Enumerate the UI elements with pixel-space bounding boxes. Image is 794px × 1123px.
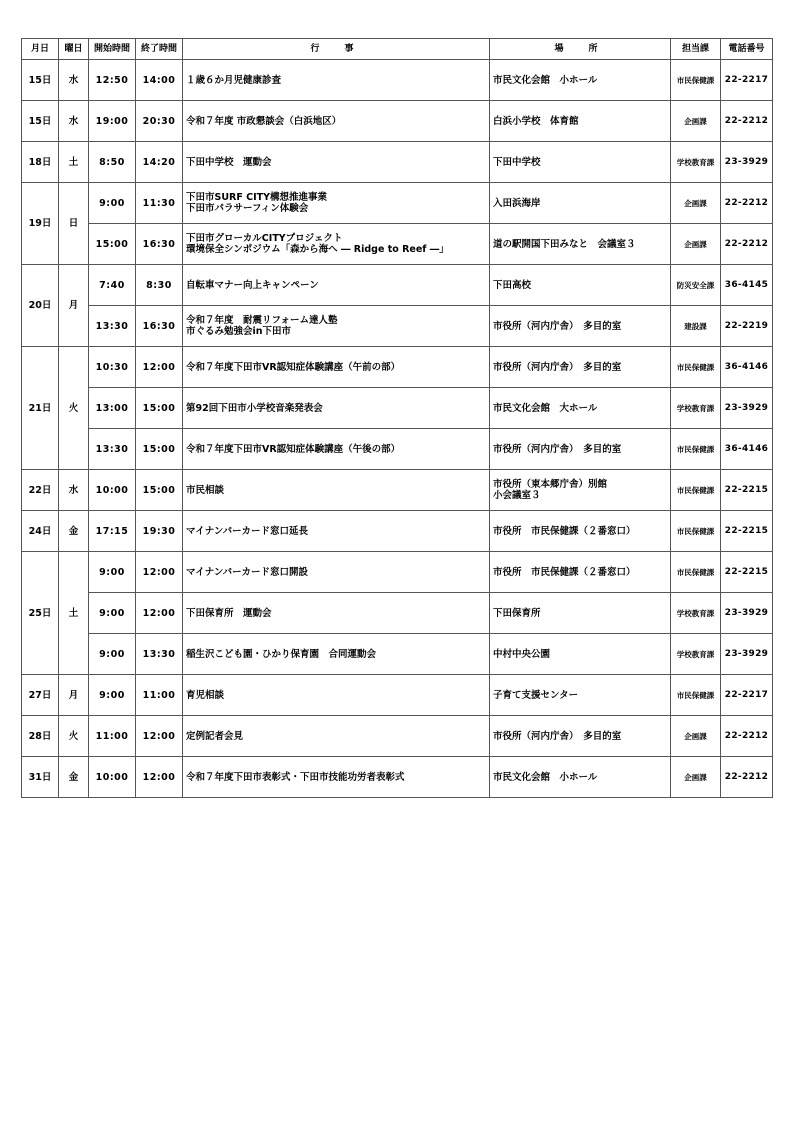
table-row	[22, 429, 773, 470]
event-cell: マイナンバーカード窓口開設	[183, 552, 490, 593]
day-cell: 15日	[22, 101, 59, 142]
weekday-cell: 金	[59, 511, 89, 552]
table-row	[22, 757, 773, 798]
dept-cell: 建設課	[671, 306, 721, 347]
tel-cell: 23-3929	[721, 388, 773, 429]
start-time-cell: 11:00	[89, 716, 136, 757]
end-time-cell: 12:00	[136, 347, 183, 388]
start-time-cell: 8:50	[89, 142, 136, 183]
header-weekday: 曜日	[59, 39, 89, 60]
dept-cell: 市民保健課	[671, 347, 721, 388]
tel-cell: 22-2212	[721, 101, 773, 142]
table-row	[22, 101, 773, 142]
tel-cell: 22-2215	[721, 552, 773, 593]
event-cell: 市民相談	[183, 470, 490, 511]
table-row	[22, 60, 773, 101]
event-cell: 令和７年度下田市表彰式・下田市技能功労者表彰式	[183, 757, 490, 798]
tel-cell: 36-4145	[721, 265, 773, 306]
dept-cell: 企画課	[671, 224, 721, 265]
start-time-cell: 10:00	[89, 757, 136, 798]
weekday-cell: 月	[59, 265, 89, 347]
event-cell: 第92回下田市小学校音楽発表会	[183, 388, 490, 429]
start-time-cell: 7:40	[89, 265, 136, 306]
place-cell: 市役所（河内庁舎） 多目的室	[490, 306, 671, 347]
table-row	[22, 593, 773, 634]
table-row	[22, 142, 773, 183]
dept-cell: 企画課	[671, 183, 721, 224]
end-time-cell: 11:30	[136, 183, 183, 224]
event-cell: 定例記者会見	[183, 716, 490, 757]
table-row	[22, 388, 773, 429]
day-cell: 25日	[22, 552, 59, 675]
end-time-cell: 13:30	[136, 634, 183, 675]
weekday-cell: 土	[59, 552, 89, 675]
end-time-cell: 14:00	[136, 60, 183, 101]
event-schedule-table	[21, 38, 773, 798]
place-cell: 市役所 市民保健課（２番窓口）	[490, 552, 671, 593]
place-cell: 下田保育所	[490, 593, 671, 634]
tel-cell: 22-2212	[721, 757, 773, 798]
header-month-day: 月日	[22, 39, 59, 60]
place-cell: 子育て支援センター	[490, 675, 671, 716]
place-cell: 入田浜海岸	[490, 183, 671, 224]
place-cell: 下田中学校	[490, 142, 671, 183]
header-start-time: 開始時間	[89, 39, 136, 60]
start-time-cell: 17:15	[89, 511, 136, 552]
event-cell: 令和７年度 耐震リフォーム達人塾 市ぐるみ勉強会in下田市	[183, 306, 490, 347]
table-row	[22, 306, 773, 347]
dept-cell: 企画課	[671, 716, 721, 757]
start-time-cell: 10:00	[89, 470, 136, 511]
header-end-time: 終了時間	[136, 39, 183, 60]
event-cell: 下田市SURF CITY構想推進事業 下田市パラサーフィン体験会	[183, 183, 490, 224]
end-time-cell: 12:00	[136, 552, 183, 593]
event-cell: 育児相談	[183, 675, 490, 716]
tel-cell: 22-2212	[721, 183, 773, 224]
header-event: 行 事	[183, 39, 490, 60]
place-cell: 白浜小学校 体育館	[490, 101, 671, 142]
dept-cell: 市民保健課	[671, 511, 721, 552]
table-row	[22, 183, 773, 224]
table-row	[22, 347, 773, 388]
day-cell: 18日	[22, 142, 59, 183]
start-time-cell: 9:00	[89, 593, 136, 634]
tel-cell: 23-3929	[721, 593, 773, 634]
tel-cell: 22-2219	[721, 306, 773, 347]
day-cell: 19日	[22, 183, 59, 265]
dept-cell: 企画課	[671, 757, 721, 798]
day-cell: 28日	[22, 716, 59, 757]
start-time-cell: 19:00	[89, 101, 136, 142]
day-cell: 24日	[22, 511, 59, 552]
day-cell: 31日	[22, 757, 59, 798]
header-dept: 担当課	[671, 39, 721, 60]
place-cell: 市役所（河内庁舎） 多目的室	[490, 716, 671, 757]
dept-cell: 市民保健課	[671, 470, 721, 511]
dept-cell: 市民保健課	[671, 552, 721, 593]
weekday-cell: 金	[59, 757, 89, 798]
dept-cell: 防災安全課	[671, 265, 721, 306]
place-cell: 道の駅開国下田みなと 会議室３	[490, 224, 671, 265]
event-cell: 自転車マナー向上キャンペーン	[183, 265, 490, 306]
weekday-cell: 水	[59, 60, 89, 101]
event-cell: １歳６か月児健康診査	[183, 60, 490, 101]
table-row	[22, 634, 773, 675]
dept-cell: 企画課	[671, 101, 721, 142]
tel-cell: 23-3929	[721, 142, 773, 183]
dept-cell: 市民保健課	[671, 675, 721, 716]
end-time-cell: 12:00	[136, 716, 183, 757]
start-time-cell: 9:00	[89, 675, 136, 716]
weekday-cell: 土	[59, 142, 89, 183]
event-cell: 令和７年度下田市VR認知症体験講座（午後の部）	[183, 429, 490, 470]
tel-cell: 36-4146	[721, 429, 773, 470]
event-cell: マイナンバーカード窓口延長	[183, 511, 490, 552]
end-time-cell: 16:30	[136, 224, 183, 265]
end-time-cell: 11:00	[136, 675, 183, 716]
day-cell: 21日	[22, 347, 59, 470]
tel-cell: 36-4146	[721, 347, 773, 388]
weekday-cell: 水	[59, 101, 89, 142]
event-cell: 下田保育所 運動会	[183, 593, 490, 634]
event-cell: 下田市グローカルCITYプロジェクト 環境保全シンポジウム「森から海へ ― Ridge to Reef ―」	[183, 224, 490, 265]
day-cell: 22日	[22, 470, 59, 511]
start-time-cell: 13:30	[89, 306, 136, 347]
end-time-cell: 19:30	[136, 511, 183, 552]
place-cell: 中村中央公園	[490, 634, 671, 675]
place-cell: 市役所（河内庁舎） 多目的室	[490, 347, 671, 388]
day-cell: 15日	[22, 60, 59, 101]
end-time-cell: 14:20	[136, 142, 183, 183]
start-time-cell: 15:00	[89, 224, 136, 265]
table-row	[22, 716, 773, 757]
place-cell: 市民文化会館 小ホール	[490, 757, 671, 798]
start-time-cell: 9:00	[89, 183, 136, 224]
place-cell: 市民文化会館 小ホール	[490, 60, 671, 101]
end-time-cell: 8:30	[136, 265, 183, 306]
end-time-cell: 15:00	[136, 388, 183, 429]
place-cell: 市役所 市民保健課（２番窓口）	[490, 511, 671, 552]
start-time-cell: 12:50	[89, 60, 136, 101]
tel-cell: 23-3929	[721, 634, 773, 675]
start-time-cell: 13:00	[89, 388, 136, 429]
tel-cell: 22-2212	[721, 716, 773, 757]
place-cell: 下田高校	[490, 265, 671, 306]
day-cell: 27日	[22, 675, 59, 716]
header-tel: 電話番号	[721, 39, 773, 60]
place-cell: 市役所（東本郷庁舎）別館 小会議室３	[490, 470, 671, 511]
end-time-cell: 15:00	[136, 470, 183, 511]
table-row	[22, 675, 773, 716]
start-time-cell: 9:00	[89, 552, 136, 593]
weekday-cell: 日	[59, 183, 89, 265]
weekday-cell: 火	[59, 347, 89, 470]
end-time-cell: 12:00	[136, 593, 183, 634]
start-time-cell: 13:30	[89, 429, 136, 470]
end-time-cell: 16:30	[136, 306, 183, 347]
table-row	[22, 511, 773, 552]
tel-cell: 22-2212	[721, 224, 773, 265]
dept-cell: 市民保健課	[671, 60, 721, 101]
tel-cell: 22-2217	[721, 675, 773, 716]
weekday-cell: 水	[59, 470, 89, 511]
table-row	[22, 552, 773, 593]
dept-cell: 学校教育課	[671, 634, 721, 675]
weekday-cell: 火	[59, 716, 89, 757]
start-time-cell: 10:30	[89, 347, 136, 388]
event-cell: 下田中学校 運動会	[183, 142, 490, 183]
event-cell: 令和７年度 市政懇談会（白浜地区）	[183, 101, 490, 142]
end-time-cell: 12:00	[136, 757, 183, 798]
dept-cell: 学校教育課	[671, 388, 721, 429]
dept-cell: 学校教育課	[671, 142, 721, 183]
start-time-cell: 9:00	[89, 634, 136, 675]
tel-cell: 22-2215	[721, 511, 773, 552]
place-cell: 市役所（河内庁舎） 多目的室	[490, 429, 671, 470]
event-cell: 稲生沢こども園・ひかり保育園 合同運動会	[183, 634, 490, 675]
end-time-cell: 15:00	[136, 429, 183, 470]
table-row	[22, 265, 773, 306]
event-cell: 令和７年度下田市VR認知症体験講座（午前の部）	[183, 347, 490, 388]
dept-cell: 学校教育課	[671, 593, 721, 634]
table-row	[22, 224, 773, 265]
dept-cell: 市民保健課	[671, 429, 721, 470]
table-header-row	[22, 39, 773, 60]
weekday-cell: 月	[59, 675, 89, 716]
table-row	[22, 470, 773, 511]
tel-cell: 22-2217	[721, 60, 773, 101]
header-place: 場 所	[490, 39, 671, 60]
tel-cell: 22-2215	[721, 470, 773, 511]
place-cell: 市民文化会館 大ホール	[490, 388, 671, 429]
day-cell: 20日	[22, 265, 59, 347]
end-time-cell: 20:30	[136, 101, 183, 142]
